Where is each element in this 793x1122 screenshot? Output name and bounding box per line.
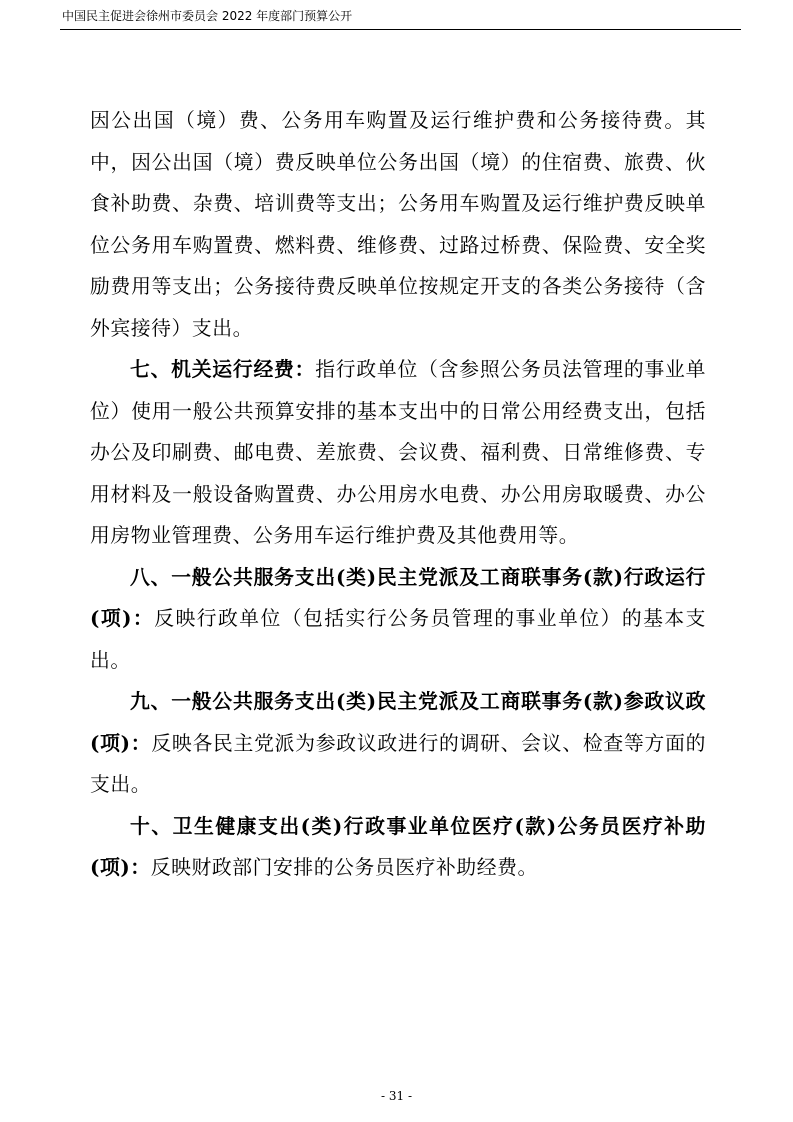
page-header: 中国民主促进会徐州市委员会 2022 年度部门预算公开: [62, 9, 353, 23]
paragraph-text: 反映各民主党派为参政议政进行的调研、会议、检查等方面的支出。: [90, 731, 707, 796]
item-heading: 八、一般公共服务支出(类)民主党派及工商联事务(款)行政运行(项)：: [90, 564, 706, 630]
item-heading: 十、卫生健康支出(类)行政事业单位医疗(款)公务员医疗补助(项)：: [90, 813, 706, 879]
document-body: [90, 100, 706, 889]
paragraph-continuation: [90, 100, 706, 349]
item-heading: 七、机关运行经费：: [130, 357, 316, 381]
paragraph-text: 指行政单位（含参照公务员法管理的事业单位）使用一般公共预算安排的基本支出中的日常公用经费支出，包括办公及印刷费、邮电费、差旅费、会议费、福利费、日常维修费、专用材料及一般设备购置费、办公用房水电费、办公用房取暖费、办公用房物业管理费、公务用车运行维护费及其他费用等。: [90, 358, 706, 547]
paragraph-text: 反映财政部门安排的公务员医疗补助经费。: [150, 856, 538, 879]
paragraph-item-10: [90, 806, 706, 889]
item-heading: 九、一般公共服务支出(类)民主党派及工商联事务(款)参政议政(项)：: [90, 689, 706, 755]
paragraph-item-8: [90, 557, 706, 682]
header-divider: [60, 29, 741, 30]
paragraph-text: 因公出国（境）费、公务用车购置及运行维护费和公务接待费。其中，因公出国（境）费反映单位公务出国（境）的住宿费、旅费、伙食补助费、杂费、培训费等支出；公务用车购置及运行维护费反映单位公务用车购置费、燃料费、维修费、过路过桥费、保险费、安全奖励费用等支出；公务接待费反映单位按规定开支的各类公务接待（含外宾接待）支出。: [90, 109, 706, 340]
page-number: - 31 -: [380, 1089, 412, 1103]
paragraph-item-7: [90, 349, 706, 557]
paragraph-text: 反映行政单位（包括实行公务员管理的事业单位）的基本支出。: [90, 607, 706, 672]
paragraph-item-9: [90, 681, 706, 806]
